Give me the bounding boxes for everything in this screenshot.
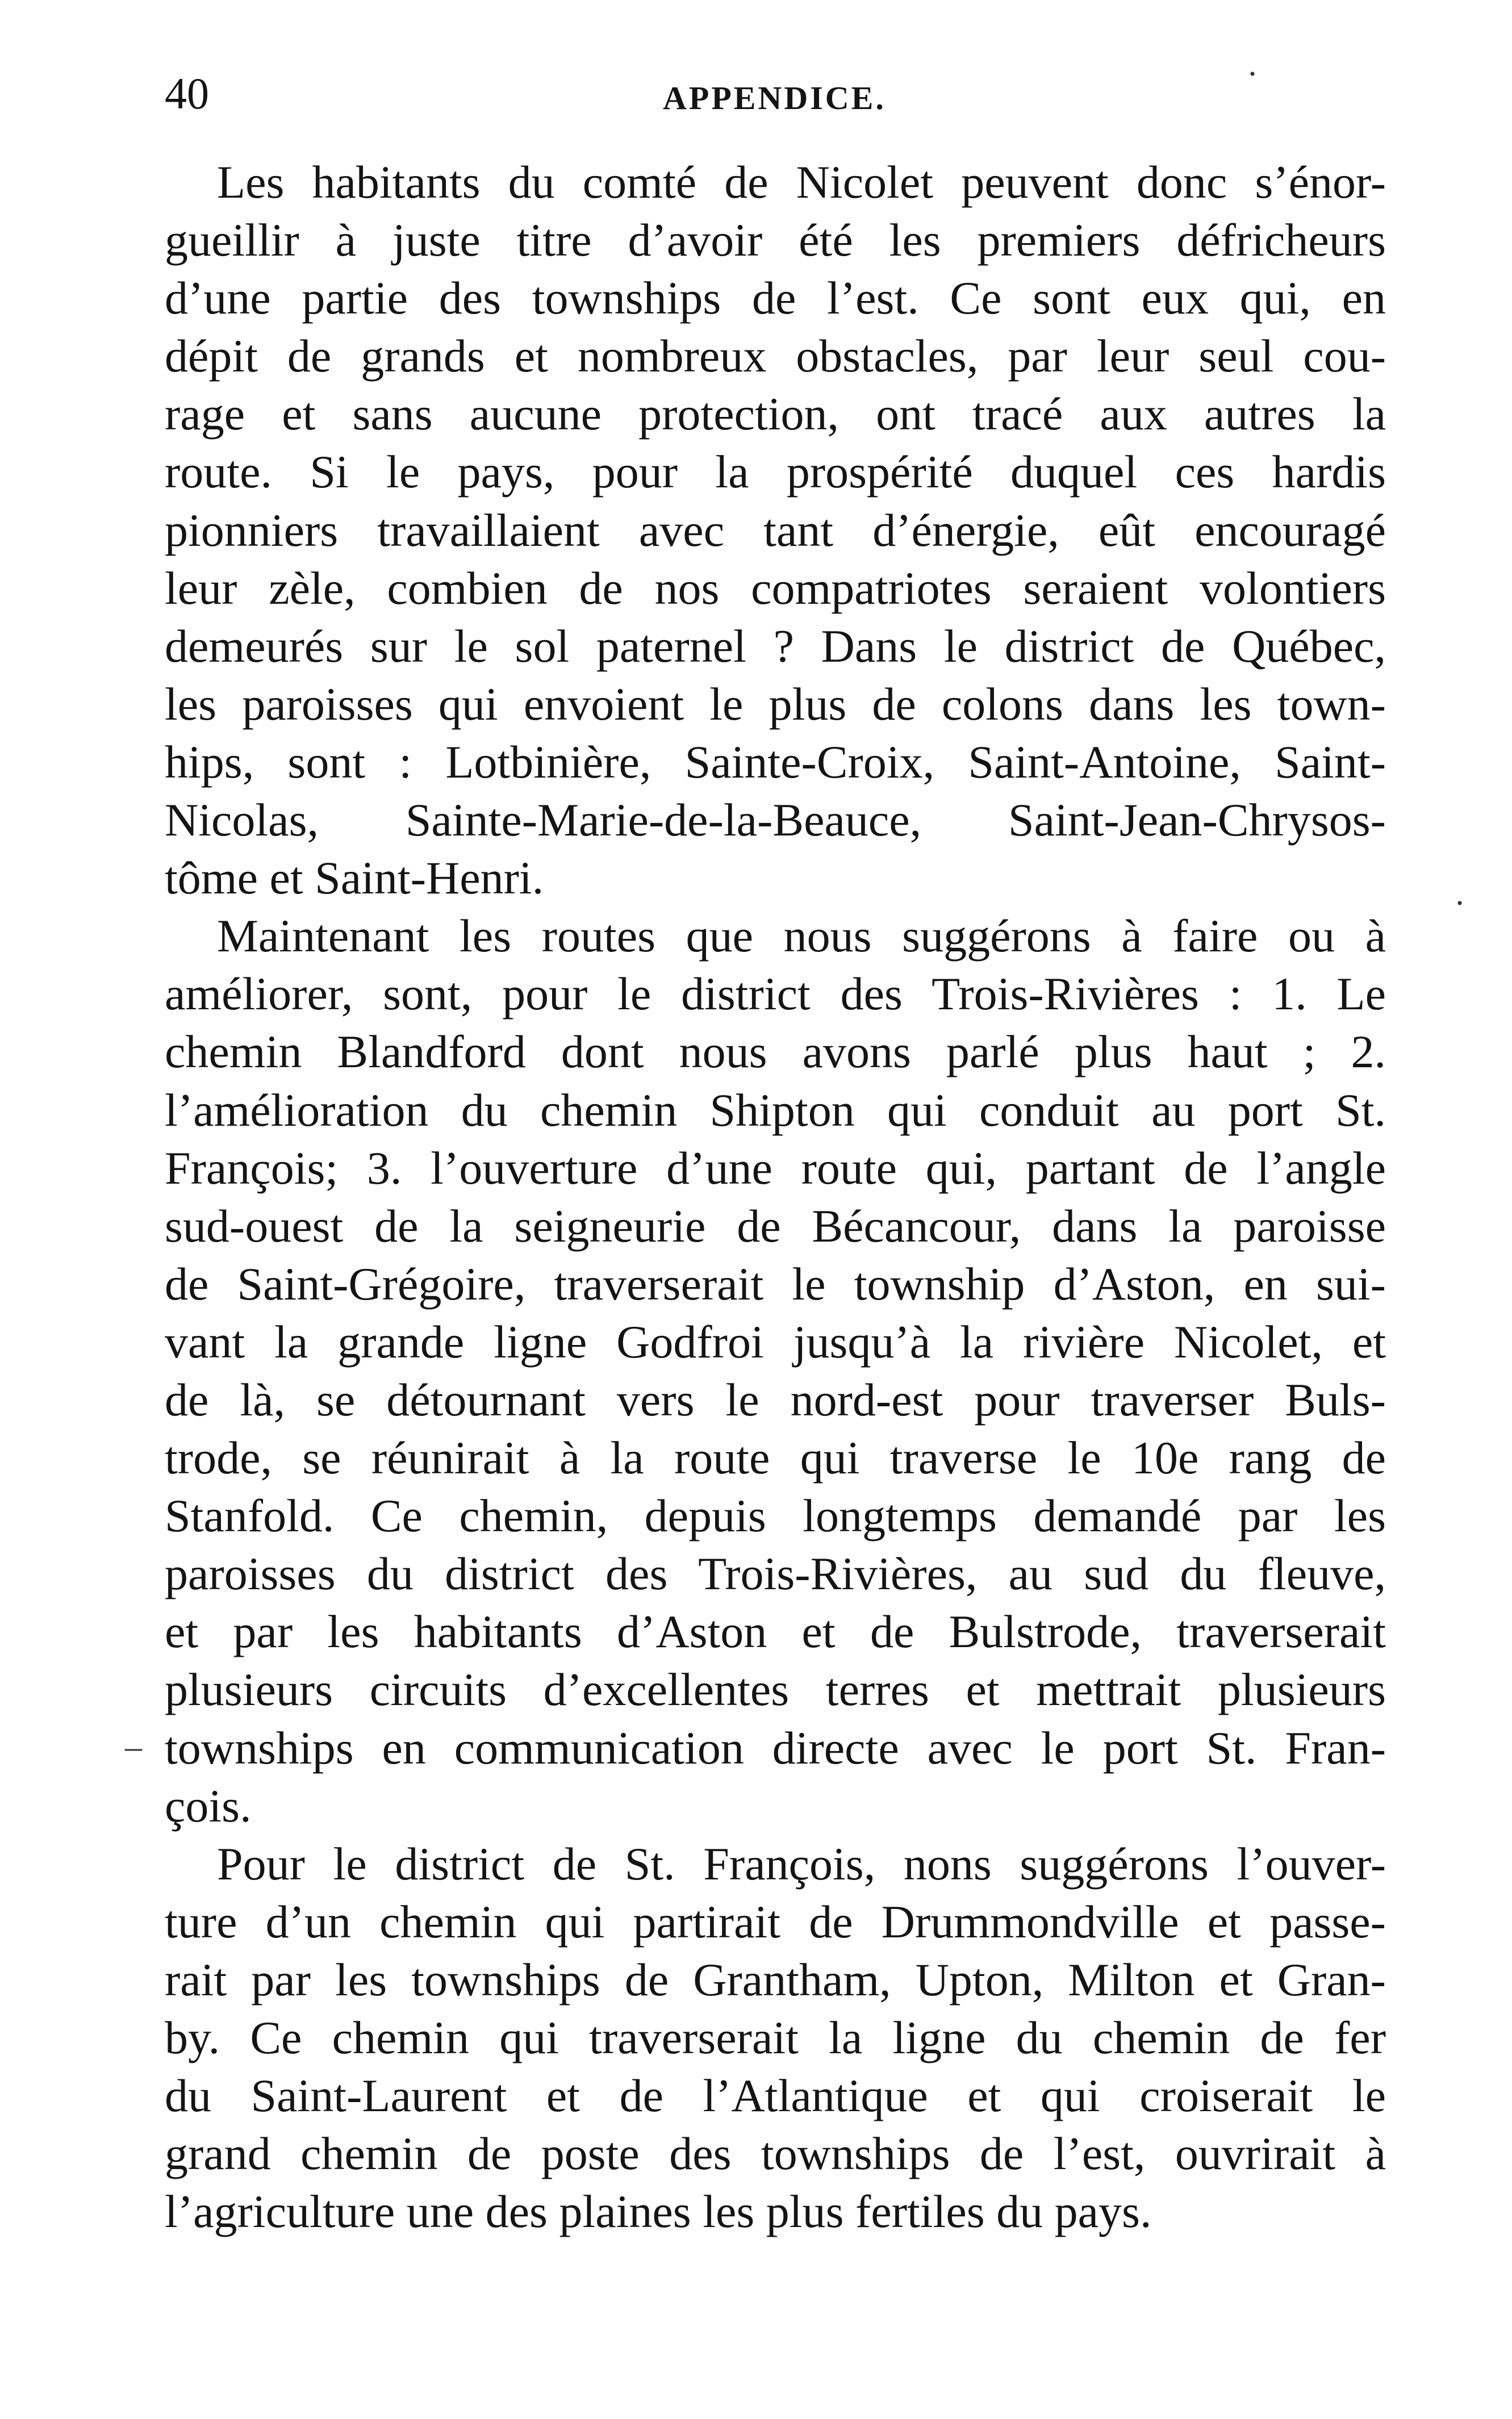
text-line: François; 3. l’ouverture d’une route qui, partant de l’angle bbox=[165, 1142, 1386, 1194]
text-line: Les habitants du comté de Nicolet peuvent donc s’énor- bbox=[217, 156, 1386, 208]
text-line: rait par les townships de Grantham, Upton, Milton et Gran- bbox=[165, 1953, 1386, 2006]
text-line: paroisses du district des Trois-Rivières, au sud du fleuve, bbox=[165, 1548, 1386, 1600]
text-line: de là, se détournant vers le nord-est pour traverser Buls- bbox=[165, 1373, 1386, 1426]
text-line: chemin Blandford dont nous avons parlé plus haut ; 2. bbox=[165, 1026, 1386, 1078]
text-line: les paroisses qui envoient le plus de colons dans les town- bbox=[165, 678, 1386, 730]
text-line: pionniers travaillaient avec tant d’énergie, eût encouragé bbox=[165, 504, 1386, 556]
paragraph bbox=[165, 907, 1386, 1835]
text-line: Stanfold. Ce chemin, depuis longtemps demandé par les bbox=[165, 1490, 1386, 1542]
text-line: Maintenant les routes que nous suggérons à faire ou à bbox=[217, 910, 1386, 962]
text-line: by. Ce chemin qui traverserait la ligne du chemin de fer bbox=[165, 2012, 1386, 2063]
text-line: et par les habitants d’Aston et de Bulstrode, traverserait bbox=[165, 1606, 1386, 1658]
text-line: ture d’un chemin qui partirait de Drummondville et passe- bbox=[165, 1895, 1386, 1948]
text-line: améliorer, sont, pour le district des Trois-Rivières : 1. Le bbox=[165, 968, 1386, 1020]
ink-speck: · bbox=[1454, 884, 1465, 922]
ink-speck: – bbox=[125, 1728, 142, 1765]
text-line: l’amélioration du chemin Shipton qui conduit au port St. bbox=[165, 1084, 1386, 1136]
ink-speck: · bbox=[1247, 55, 1258, 93]
text-line: vant la grande ligne Godfroi jusqu’à la rivière Nicolet, et bbox=[165, 1315, 1386, 1368]
text-line: d’une partie des townships de l’est. Ce sont eux qui, en bbox=[165, 272, 1386, 324]
page-header bbox=[165, 62, 1386, 125]
text-line: Nicolas, Sainte-Marie-de-la-Beauce, Saint-Jean-Chrysos- bbox=[165, 794, 1386, 846]
text-line: route. Si le pays, pour la prospérité duquel ces hardis bbox=[165, 446, 1386, 498]
text-line: demeurés sur le sol paternel ? Dans le district de Québec, bbox=[165, 620, 1386, 672]
text-line: leur zèle, combien de nos compatriotes seraient volontiers bbox=[165, 562, 1386, 614]
text-line: du Saint-Laurent et de l’Atlantique et qui croiserait le bbox=[165, 2070, 1386, 2122]
text-line: gueillir à juste titre d’avoir été les premiers défricheurs bbox=[165, 214, 1386, 266]
paragraph bbox=[165, 1835, 1386, 2241]
text-line: dépit de grands et nombreux obstacles, par leur seul cou- bbox=[165, 330, 1386, 382]
text-line: trode, se réunirait à la route qui traverse le 10e rang de bbox=[165, 1432, 1386, 1484]
text-line: grand chemin de poste des townships de l’est, ouvrirait à bbox=[165, 2128, 1386, 2180]
page-number: 40 bbox=[165, 69, 209, 118]
body-text bbox=[165, 153, 1386, 2241]
text-line: sud-ouest de la seigneurie de Bécancour, dans la paroisse bbox=[165, 1200, 1386, 1252]
text-line: de Saint-Grégoire, traverserait le township d’Aston, en sui- bbox=[165, 1257, 1386, 1310]
text-line: l’agriculture une des plaines les plus fertiles du pays. bbox=[165, 2186, 1152, 2238]
text-line: tôme et Saint-Henri. bbox=[165, 852, 544, 904]
text-line: Pour le district de St. François, nons suggérons l’ouver- bbox=[217, 1837, 1386, 1890]
text-line: townships en communication directe avec le port St. Fran- bbox=[165, 1722, 1386, 1774]
text-line: çois. bbox=[165, 1779, 252, 1832]
running-head: APPENDICE. bbox=[663, 80, 886, 116]
text-line: plusieurs circuits d’excellentes terres et mettrait plusieurs bbox=[165, 1664, 1386, 1716]
text-line: rage et sans aucune protection, ont tracé aux autres la bbox=[165, 388, 1386, 440]
paragraph bbox=[165, 153, 1386, 907]
text-line: hips, sont : Lotbinière, Sainte-Croix, Saint-Antoine, Saint- bbox=[165, 736, 1386, 788]
